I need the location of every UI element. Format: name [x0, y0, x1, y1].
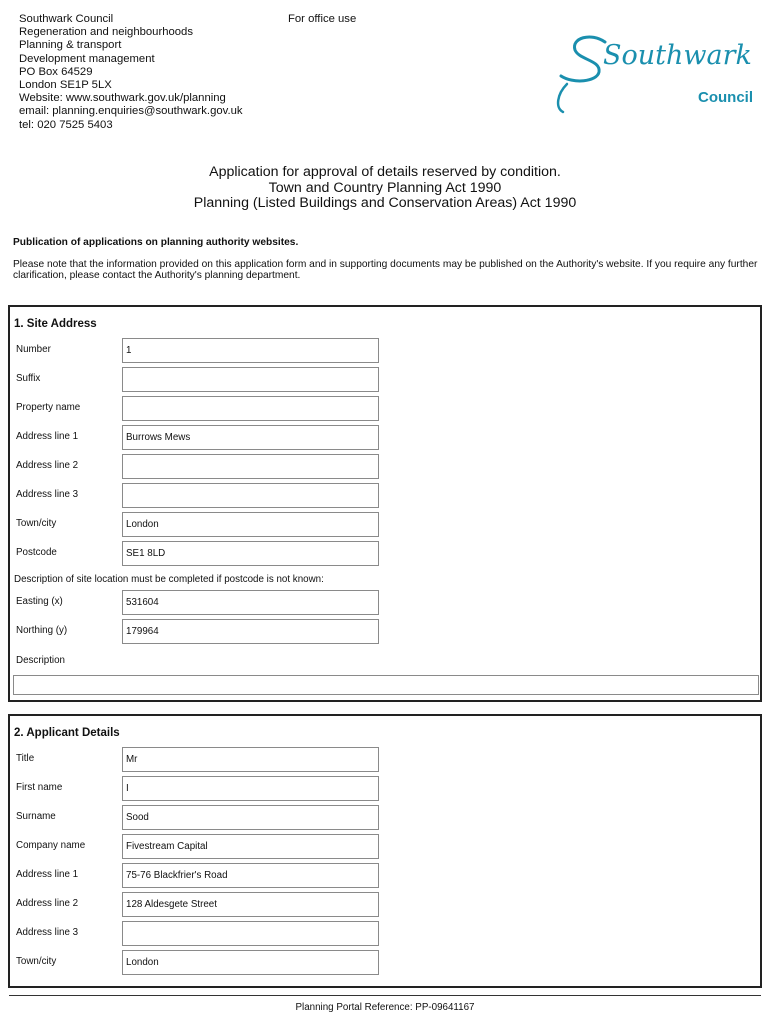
logo-script-text: Southwark: [603, 40, 752, 71]
address-line-1-input[interactable]: Burrows Mews: [122, 425, 379, 450]
field-label: Town/city: [16, 518, 57, 529]
property-name-input[interactable]: [122, 396, 379, 421]
council-line: PO Box 64529: [19, 65, 93, 78]
field-suffix: [10, 367, 760, 393]
applicant-address-line-3-input[interactable]: [122, 921, 379, 946]
suffix-input[interactable]: [122, 367, 379, 392]
description-input[interactable]: [13, 675, 759, 695]
field-address-line-2: [10, 454, 760, 480]
field-applicant-address-line-2: [10, 892, 760, 918]
applicant-address-line-1-input[interactable]: 75-76 Blackfrier's Road: [122, 863, 379, 888]
publication-text: Please note that the information provided on this application form and in supporting documents may be published on the Authority's website. If you require any further clarification, please contact the Authority's planning department.: [13, 259, 758, 282]
field-applicant-address-line-1: [10, 863, 760, 889]
field-label: First name: [16, 782, 63, 793]
site-address-section: [8, 305, 762, 702]
surname-input[interactable]: Sood: [122, 805, 379, 830]
field-company-name: [10, 834, 760, 860]
field-address-line-1: [10, 425, 760, 451]
council-email: email: planning.enquiries@southwark.gov.uk: [19, 105, 243, 118]
field-label: Easting (x): [16, 596, 63, 607]
applicant-details-section: [8, 714, 762, 988]
town-city-input[interactable]: London: [122, 512, 379, 537]
field-surname: [10, 805, 760, 831]
field-label: Address line 3: [16, 927, 79, 938]
field-label: Address line 2: [16, 898, 79, 909]
southwark-logo: [553, 24, 768, 116]
description-label: Description: [16, 655, 66, 666]
applicant-town-city-input[interactable]: London: [122, 950, 379, 975]
council-line: London SE1P 5LX: [19, 79, 112, 92]
logo-swash-bottom: [558, 84, 567, 112]
title-line: Application for approval of details reserved by condition.: [209, 164, 561, 180]
field-applicant-town-city: [10, 950, 760, 976]
field-label: Company name: [16, 840, 86, 851]
office-use-label: For office use: [288, 13, 357, 25]
field-label: Address line 2: [16, 460, 79, 471]
number-input[interactable]: 1: [122, 338, 379, 363]
council-line: Development management: [19, 52, 155, 65]
field-easting: [10, 590, 760, 616]
field-address-line-3: [10, 483, 760, 509]
field-label: Town/city: [16, 956, 57, 967]
section-title: 1. Site Address: [14, 318, 97, 330]
address-line-2-input[interactable]: [122, 454, 379, 479]
address-line-3-input[interactable]: [122, 483, 379, 508]
field-title: [10, 747, 760, 773]
section-title: 2. Applicant Details: [14, 727, 120, 739]
field-label: Surname: [16, 811, 56, 822]
first-name-input[interactable]: I: [122, 776, 379, 801]
easting-input[interactable]: 531604: [122, 590, 379, 615]
publication-heading: Publication of applications on planning authority websites.: [13, 237, 299, 248]
field-northing: [10, 619, 760, 645]
field-label: Northing (y): [16, 625, 68, 636]
field-town-city: [10, 512, 760, 538]
field-label: Title: [16, 753, 35, 764]
postcode-input[interactable]: SE1 8LD: [122, 541, 379, 566]
northing-input[interactable]: 179964: [122, 619, 379, 644]
field-label: Property name: [16, 402, 81, 413]
field-label: Postcode: [16, 547, 57, 558]
title-line: Planning (Listed Buildings and Conservation Areas) Act 1990: [193, 195, 577, 212]
council-website: Website: www.southwark.gov.uk/planning: [19, 92, 226, 105]
field-number: [10, 338, 760, 364]
field-applicant-address-line-3: [10, 921, 760, 947]
field-property-name: [10, 396, 760, 422]
applicant-address-line-2-input[interactable]: 128 Aldesgete Street: [122, 892, 379, 917]
title-line: Town and Country Planning Act 1990: [268, 179, 502, 196]
field-label: Address line 1: [16, 431, 79, 442]
council-address-block: [19, 13, 243, 132]
location-note: Description of site location must be completed if postcode is not known:: [14, 574, 324, 585]
company-name-input[interactable]: Fivestream Capital: [122, 834, 379, 859]
field-first-name: [10, 776, 760, 802]
logo-council-word: Council: [698, 89, 753, 106]
field-label: Address line 1: [16, 869, 79, 880]
council-line: Southwark Council: [19, 13, 114, 25]
field-label: Number: [16, 344, 51, 355]
logo-swash-top: [561, 37, 605, 81]
form-title: [0, 165, 770, 212]
field-label: Address line 3: [16, 489, 79, 500]
title-input[interactable]: Mr: [122, 747, 379, 772]
footer-divider: [9, 995, 761, 996]
council-line: Regeneration and neighbourhoods: [19, 26, 193, 39]
council-phone: tel: 020 7525 5403: [19, 118, 113, 131]
portal-reference: Planning Portal Reference: PP-09641167: [295, 1002, 475, 1013]
field-postcode: [10, 541, 760, 567]
field-label: Suffix: [16, 373, 41, 384]
council-line: Planning & transport: [19, 39, 122, 52]
